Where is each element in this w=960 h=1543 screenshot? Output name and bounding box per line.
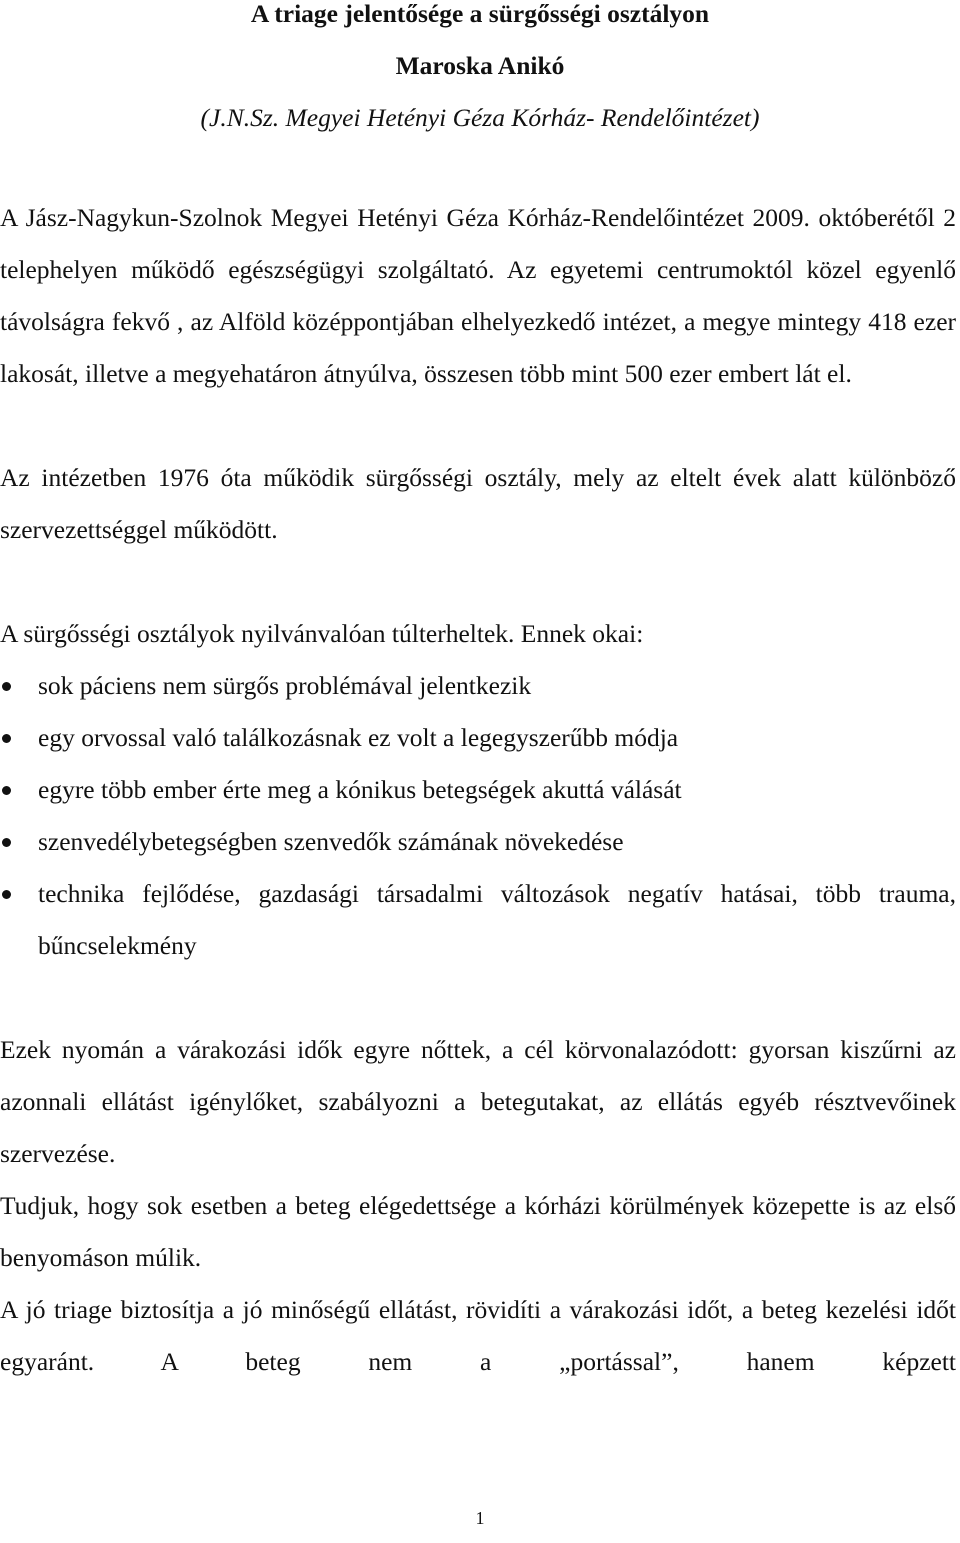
paragraph-first-impression: Tudjuk, hogy sok esetben a beteg elégedettsége a kórházi körülmények közepette is az első benyomáson múlik. xyxy=(0,1191,956,1272)
bullet-icon xyxy=(2,682,11,691)
paragraph-intro: A Jász-Nagykun-Szolnok Megyei Hetényi Géza Kórház-Rendelőintézet 2009. októberétől 2 telephelyen működő egészségügyi szolgáltató. Az egyetemi centrumoktól közel egyenlő távolságra fekvő , az Alföld középpontjában elhelyezkedő intézet, a megye mintegy 418 ezer lakosát, illetve a megyehatáron átnyúlva, összesen több mint 500 ezer embert lát el. xyxy=(0,203,956,388)
paragraph-good-triage: A jó triage biztosítja a jó minőségű ellátást, rövidíti a várakozási időt, a beteg kezelési időt egyaránt. A beteg nem a „portással”, hanem képzett xyxy=(0,1295,956,1376)
author-name: Maroska Anikó xyxy=(395,51,565,80)
paragraph-waiting-times: Ezek nyomán a várakozási idők egyre nőttek, a cél körvonalazódott: gyorsan kiszűrni az azonnali ellátást igénylőket, szabályozni a betegutakat, az ellátás egyéb résztvevőinek szervezése. xyxy=(0,1035,956,1168)
bullet-icon xyxy=(2,838,11,847)
list-item xyxy=(0,712,956,764)
list-item-text: szenvedélybetegségben szenvedők számának növekedése xyxy=(38,827,624,856)
paragraph-overload: A sürgősségi osztályok nyilvánvalóan túlterheltek. Ennek okai: xyxy=(0,619,644,648)
bullet-icon xyxy=(2,786,11,795)
list-item xyxy=(0,660,956,712)
bullet-icon xyxy=(2,734,11,743)
page-number: 1 xyxy=(475,1508,485,1528)
paragraph-spacer xyxy=(0,400,956,452)
title-block xyxy=(0,0,960,144)
list-item-text: egy orvossal való találkozásnak ez volt a legegyszerűbb módja xyxy=(38,723,679,752)
bullet-icon xyxy=(2,890,11,899)
document-body xyxy=(0,192,956,1388)
paragraph-spacer xyxy=(0,556,956,608)
list-item xyxy=(0,816,956,868)
paragraph-spacer xyxy=(0,972,956,1024)
list-item-text: sok páciens nem sürgős problémával jelentkezik xyxy=(38,671,532,700)
list-item xyxy=(0,764,956,816)
list-item-text: technika fejlődése, gazdasági társadalmi változások negatív hatásai, több trauma, bűncselekmény xyxy=(38,879,956,960)
paragraph-department-history: Az intézetben 1976 óta működik sürgősségi osztály, mely az eltelt évek alatt különböző szervezettséggel működött. xyxy=(0,463,956,544)
document-title: A triage jelentősége a sürgősségi osztályon xyxy=(250,0,710,28)
reasons-list xyxy=(0,660,956,972)
list-item xyxy=(0,868,956,972)
list-item-text: egyre több ember érte meg a kónikus betegségek akuttá válását xyxy=(38,775,682,804)
affiliation: (J.N.Sz. Megyei Hetényi Géza Kórház- Rendelőintézet) xyxy=(200,103,760,132)
